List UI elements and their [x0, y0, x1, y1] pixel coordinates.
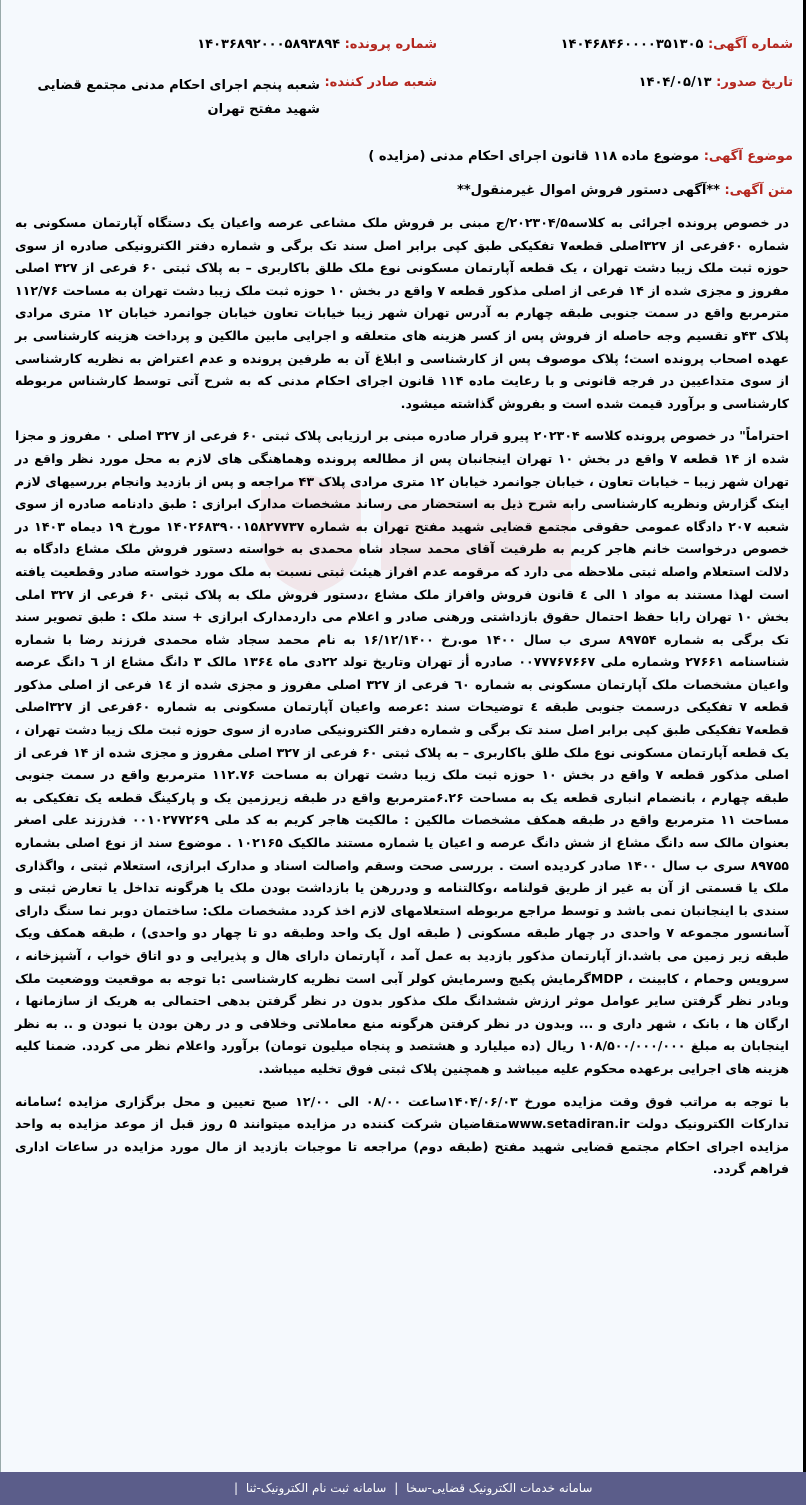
footer-separator-end: |	[234, 1481, 239, 1495]
subject-field	[368, 148, 793, 166]
notice-text-heading	[457, 182, 793, 200]
paragraph-auction: با توجه به مراتب فوق وقت مزایده مورخ ۱۴۰۴/۰۶/۰۳ساعت ۰۸/۰۰ الی ۱۲/۰۰ صبح تعیین و محل برگزاری مزایده ؛سامانه تدارکات الکترونیک دولت www.setadiran.irمتقاضیان شرکت کننده در مزایده میتوانند ۵ روز قبل از موعد مزایده به واحد مزایده اجرای احکام مجتمع قضایی شهید مفتح (طبقه دوم) مراجعه تا موجبات بازدید از مال مورد مزایده در ساعات اداری فراهم گردد.	[15, 1093, 789, 1177]
notice-body	[15, 212, 789, 1181]
issue-date-value: ۱۴۰۴/۰۵/۱۳	[638, 75, 712, 90]
footer-separator: |	[394, 1481, 399, 1495]
footer-link-sakha[interactable]: سامانه خدمات الکترونیک قضایی-سخا	[406, 1481, 593, 1495]
ad-number-label: شماره آگهی:	[707, 37, 793, 52]
paragraph-appraisal: احتراماً" در خصوص پرونده کلاسه ۲۰۲۳۰۴ پیرو قرار صادره مبنی بر ارزیابی پلاک ثبتی ۶۰ فرعی از ۳۲۷ اصلی ۰ مفروز و مجزا شده از ۱۴ قطعه ۷ واقع در بخش ۱۰ تهران اینجانبان پس از مطالعه پرونده وهماهنگی های لازم به محل مورد نظر واقع در تهران شهر زیبا – خیابات تعاون ، خیابان جوانمرد خیابان ۱۲ متری مرادی پلاک ۴۳ مراجعه و پس از بازدید وانجام بررسیهای لازم اینک گزارش ونظریه کارشناسی رابه شرح ذیل به استحضار می رساند مشخصات مدارک ابرازی : طبق دادنامه صادره از سوی شعبه ۲۰۷ دادگاه عمومی حقوقی مجتمع قضایی شهید مفتح تهران به شماره ۱۴۰۲۶۸۳۹۰۰۱۵۸۲۷۷۳۷ مورخ ۱۹ دیماه ۱۴۰۳ در خصوص درخواست خانم هاجر کریم به طرفیت آقای محمد سجاد شاه محمدی به خواسته دستور فروش ملک مشاع دادگاه به دلالت استعلام واصله ثبتی ملاحظه می دارد که مرقومه عدم افراز هیئت ثبتی نسبت به ملک مورد خواسته صادر وقطعیت یافته است لهذا مستند به مواد ۱ الی ٤ قانون فروش وافراز ملک مشاع ،دستور فروش ملک به پلاک ثبتی ۶۰ فرعی از ۳۲۷ املی بخش ۱۰ تهران رابا حفظ احتمال حقوق بازداشتی ورهنی صادر و اعلام می داردمدارک ابرازی + سند ملک : طبق تصویر سند تک برگی به شماره ۸۹۷۵۴ سری ب سال ۱۴۰۰ مو.رخ ۱۶/۱۲/۱۴۰۰ به نام محمد سجاد شاه محمدی فرزند رضا با شماره شناسنامه ۲۷۶۶۱ وشماره ملی ۰۰۷۷۷۶۷۶۶۷ صادره أز تهران وتاریخ تولد ۲۲دی ماه ۱۳۶٤ مالک ۳ دانگ مشاع از ٦ دانگ عرصه واعیان مشخصات ملک آپارتمان مسکونی به شماره ٦٠ فرعی از ٣٢٧ اصلی مفروز و مجزی شده از ١٤ فرعی از اصلی مذکور قطعه ٧ تفکیکی درسمت جنوبی طبقه ٤ توضیحات سند :عرصه واعیان آپارتمان مسکونی به شماره ۶۰فرعی از ۳۲۷اصلی قطعه۷ تفکیکی طبق کپی برابر اصل سند تک برگی و شماره دفتر الکترونیکی صادره از سوی حوزه ثبت ملک زیبا دشت تهران ، یک قطعه آپارتمان مسکونی نوع ملک طلق باکاربری – به پلاک ثبتی ۶۰ فرعی از ۳۲۷ اصلی مفروز و مجزی شده از ۱۴ فرعی از اصلی مذکور قطعه ۷ واقع در بخش ۱۰ حوزه ثبت ملک زیبا دشت تهران به مساحت ۱۱۲.۷۶ مترمربع واقع در سمت جنوبی طبقه چهارم ، بانضمام انباری قطعه یک به مساحت ۶.۲۶مترمربع واقع در طبقه زیرزمین یک و پارکینگ قطعه یک تفکیکی به مساحت ۱۱ مترمربع واقع در طبقه همکف مشخصات مالکین : مالکیت هاجر کریم به کد ملی ۰۰۱۰۲۷۷۲۶۹ فذرزند علی اصغر بعنوان مالک سه دانگ مشاع از شش دانگ عرصه و اعیان یا شماره مستند مالکیک ۱۰۲۱۶۵ . موضوع سند از نوع اصلی بشماره ۸۹۷۵۵ سری ب سال ۱۴۰۰ صادر کردیده است . بررسی صحت وسقم واصالت اسناد و مدارک ابرازی، استعلام ثبتی ، واگذاری ملک یا قسمتی از آن به غیر از طریق قولنامه ،وکالتنامه و ودررهن یا بازداشت بودن ملک یا هرگونه تداخل یا تعارض ثبتی و سندی با اینجانبان نمی باشد و توسط مراجع مربوطه استعلامهای لازم اخذ کردد مشخصات ملک: ساختمان دوبر نما سنگ دارای آسانسور مجموعه ۷ واحدی در چهار طبقه مسکونی ( طبقه اول یک واحد وطبقه دو تا چهار دو واحدی) ، طبقه همکف ویک طبقه زیر زمین می باشد.از آپارتمان مذکور بازدید به عمل آمد ، آپارتمان دارای هال و پذیرایی و دو اتاق خواب ، آشپزخانه ، سرویس وحمام ، کابینت ، MDPگرمایش پکیج وسرمایش کولر آبی است نظریه کارشناسی :با توجه به موقعیت ووضعیت ملک وبادر نظر گرفتن سایر عوامل موثر ارزش ششدانگ ملک مذکور بدون در نظر گرفتن بدهی احتمالی به هریک از سازمانها ، ارگان ها ، بانک ، شهر داری و ... وبدون در نظر کرفتن هرگونه منع معاملاتی وخلافی و در رهن بودن یا نبودن و .. به نظر اینجابان به مبلغ ۱۰۸/۵۰۰/۰۰۰/۰۰۰ ریال (ده میلیارد و هشتصد و پنجاه میلیون تومان) برآورد واعلام نظر می کردد. ضمنا کلیه هزینه های اجرایی برعهده محکوم علیه میباشد و همچنین پلاک ثبتی فوق تخلیه میباشد.	[15, 428, 790, 1076]
issuer-label: شعبه صادر کننده:	[324, 75, 437, 90]
paragraph-intro: در خصوص پرونده اجرائی به کلاسه۲۰۲۳۰۴/۵/ج مبنی بر فروش ملک مشاعی عرصه واعیان یک دستگاه آپارتمان مسکونی به شماره ۶۰فرعی از ۳۲۷اصلی قطعه۷ تفکیکی طبق کپی برابر اصل سند تک برگی و شماره دفتر الکترونیکی صادره از سوی حوزه ثبت ملک زیبا دشت تهران ، یک قطعه آپارتمان مسکونی نوع ملک طلق باکاربری – به پلاک ثبتی ۶۰ فرعی از ۳۲۷ اصلی مفروز و مجزی شده از ۱۴ فرعی از اصلی مذکور قطعه ۷ واقع در بخش ۱۰ حوزه ثبت ملک زیبا دشت تهران به مساحت ۱۱۲/۷۶ مترمربع واقع در سمت جنوبی طبقه چهارم به آدرس تهران شهر زیبا خیابات تعاون خیابان جوانمرد خیابان ۱۲ متری مرادی پلاک ۴۳و تقسیم وجه حاصله از فروش پس از کسر هزینه های متعلقه و اجرایی مابین مالکین و پرداخت هزینه کارشناسی بر عهده اصحاب پرونده است؛ پلاک موصوف پس از کارشناسی و ابلاغ آن به طرفین پرونده و عدم اعتراض به نظریه کارشناسی از سوی متداعیین در فرجه قانونی و با رعایت ماده ۱۱۴ قانون اجرای احکام مدنی که به شرح آتی توسط کارشناس مربوطه کارشناسی و برآورد قیمت شده است و بفروش گذاشته میشود.	[15, 215, 790, 411]
subject-label: موضوع آگهی:	[703, 149, 793, 164]
issuer-field	[20, 74, 437, 122]
file-number-field	[197, 36, 437, 54]
subject-value: موضوع ماده ۱۱۸ قانون اجرای احکام مدنی (مزایده )	[368, 149, 700, 164]
file-number-value: ۱۴۰۳۶۸۹۲۰۰۰۵۸۹۳۸۹۴	[197, 37, 341, 52]
issuer-value: شعبه پنجم اجرای احکام مدنی مجتمع قضایی شهید مفتح تهران	[37, 78, 320, 117]
ad-number-value: ۱۴۰۴۶۸۴۶۰۰۰۰۳۵۱۳۰۵	[560, 37, 704, 52]
ad-number-field	[561, 36, 793, 54]
notice-title: **آگهی دستور فروش اموال غیرمنقول**	[457, 183, 720, 198]
text-label: متن آگهی:	[724, 183, 793, 198]
issue-date-field	[639, 74, 793, 92]
footer-bar	[0, 1472, 806, 1505]
footer-link-sana[interactable]: سامانه ثبت نام الکترونیک-ثنا	[245, 1481, 387, 1495]
notice-sheet	[11, 0, 793, 1472]
issue-date-label: تاریخ صدور:	[716, 75, 793, 90]
file-number-label: شماره پرونده:	[344, 37, 437, 52]
